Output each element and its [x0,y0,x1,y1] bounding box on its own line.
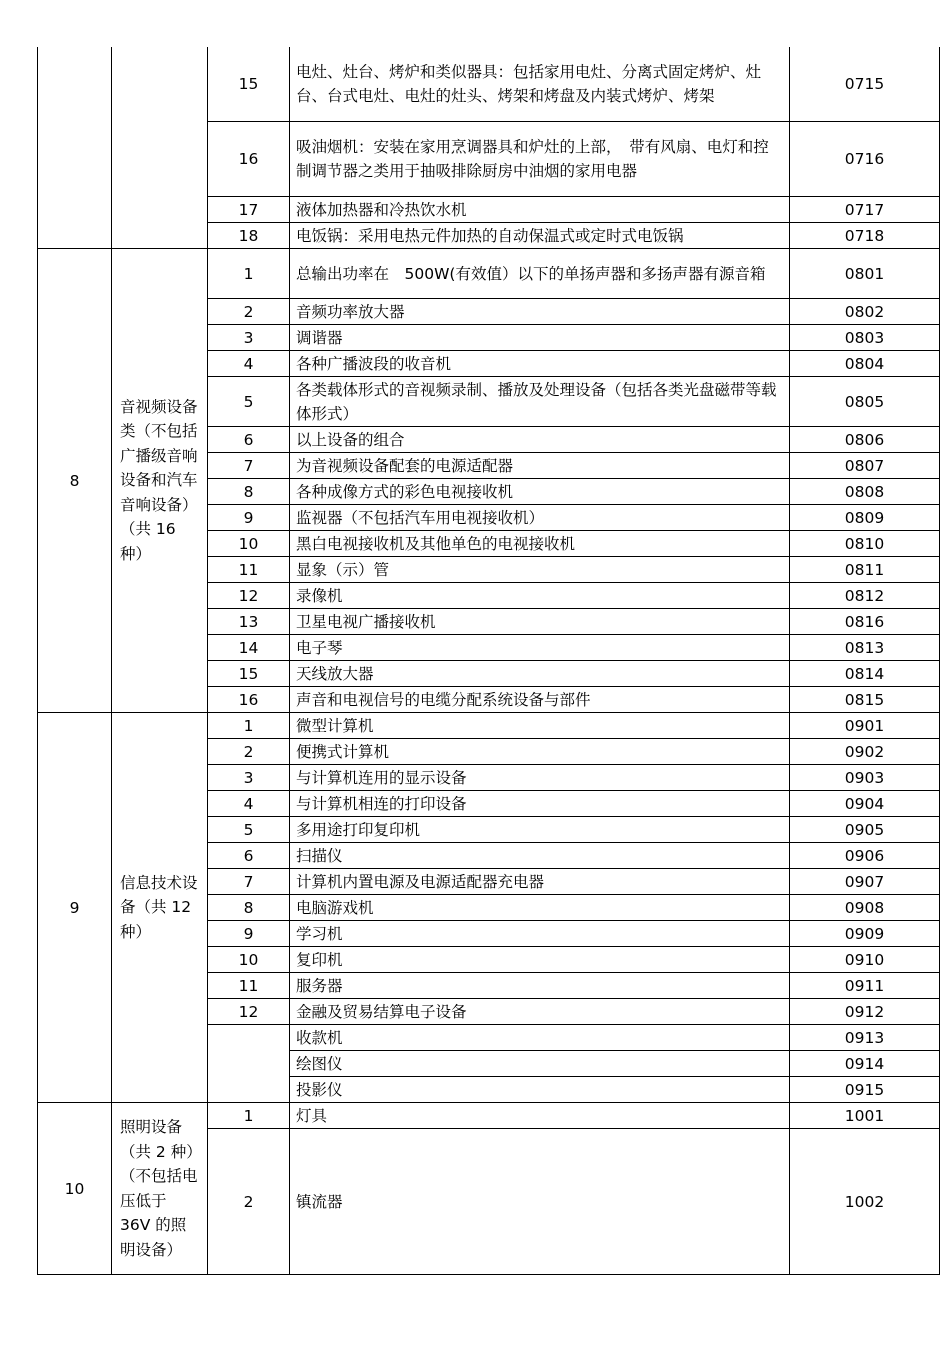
item-code: 0813 [790,635,940,661]
item-code: 0808 [790,479,940,505]
item-description: 电脑游戏机 [290,895,790,921]
item-number: 1 [208,249,290,299]
category-name-cell [112,47,208,249]
category-name: 信息技术设备（共 12 种） [112,713,208,1103]
item-description: 与计算机连用的显示设备 [290,765,790,791]
item-code: 0901 [790,713,940,739]
item-number: 4 [208,351,290,377]
item-description: 各种成像方式的彩色电视接收机 [290,479,790,505]
item-description: 声音和电视信号的电缆分配系统设备与部件 [290,687,790,713]
item-code: 0718 [790,223,940,249]
item-code: 0915 [790,1077,940,1103]
item-description: 镇流器 [290,1129,790,1275]
item-description: 天线放大器 [290,661,790,687]
item-number: 10 [208,947,290,973]
item-number: 16 [208,687,290,713]
category-name: 照明设备（共 2 种）（不包括电压低于 36V 的照明设备） [112,1103,208,1275]
item-description: 各种广播波段的收音机 [290,351,790,377]
item-code: 0913 [790,1025,940,1051]
item-code: 0801 [790,249,940,299]
item-code: 0905 [790,817,940,843]
item-code: 0806 [790,427,940,453]
item-number: 14 [208,635,290,661]
item-code: 0903 [790,765,940,791]
item-code: 0816 [790,609,940,635]
item-description: 显象（示）管 [290,557,790,583]
item-number: 7 [208,453,290,479]
item-description: 吸油烟机：安装在家用烹调器具和炉灶的上部， 带有风扇、电灯和控制调节器之类用于抽吸排除厨房中油烟的家用电器 [290,122,790,197]
item-number: 5 [208,377,290,427]
item-number: 17 [208,197,290,223]
item-description: 投影仪 [290,1077,790,1103]
item-code: 0715 [790,47,940,122]
item-number: 3 [208,325,290,351]
table-row [38,47,940,122]
item-code: 0815 [790,687,940,713]
item-code: 0802 [790,299,940,325]
item-description: 为音视频设备配套的电源适配器 [290,453,790,479]
category-name: 音视频设备类（不包括广播级音响设备和汽车音响设备）（共 16 种） [112,249,208,713]
item-description: 灯具 [290,1103,790,1129]
item-code: 0717 [790,197,940,223]
item-number: 11 [208,557,290,583]
item-code: 0716 [790,122,940,197]
item-description: 黑白电视接收机及其他单色的电视接收机 [290,531,790,557]
item-number: 2 [208,739,290,765]
item-description: 液体加热器和冷热饮水机 [290,197,790,223]
item-number: 8 [208,895,290,921]
item-description: 电灶、灶台、烤炉和类似器具：包括家用电灶、分离式固定烤炉、灶台、台式电灶、电灶的灶头、烤架和烤盘及内装式烤炉、烤架 [290,47,790,122]
item-code: 0803 [790,325,940,351]
item-description: 调谐器 [290,325,790,351]
item-description: 多用途打印复印机 [290,817,790,843]
product-catalog-table [37,47,940,1275]
item-description: 电子琴 [290,635,790,661]
item-number: 7 [208,869,290,895]
item-description: 服务器 [290,973,790,999]
item-code: 0812 [790,583,940,609]
item-code: 0904 [790,791,940,817]
item-number: 8 [208,479,290,505]
item-number: 15 [208,661,290,687]
table-row [38,713,940,739]
item-number: 2 [208,299,290,325]
item-code: 0914 [790,1051,940,1077]
item-number: 11 [208,973,290,999]
item-number: 12 [208,583,290,609]
item-description: 学习机 [290,921,790,947]
item-number: 9 [208,921,290,947]
category-number: 8 [38,249,112,713]
item-description: 复印机 [290,947,790,973]
item-number: 18 [208,223,290,249]
item-number: 6 [208,427,290,453]
item-code: 1002 [790,1129,940,1275]
item-description: 监视器（不包括汽车用电视接收机） [290,505,790,531]
item-description: 微型计算机 [290,713,790,739]
table-row [38,1103,940,1129]
item-code: 0906 [790,843,940,869]
item-code: 0805 [790,377,940,427]
item-number: 13 [208,609,290,635]
item-code: 0902 [790,739,940,765]
item-code: 0809 [790,505,940,531]
item-code: 0814 [790,661,940,687]
item-description: 收款机 [290,1025,790,1051]
item-code: 1001 [790,1103,940,1129]
item-number: 15 [208,47,290,122]
item-code: 0810 [790,531,940,557]
item-description: 绘图仪 [290,1051,790,1077]
table-row [38,249,940,299]
item-number: 2 [208,1129,290,1275]
item-number: 9 [208,505,290,531]
item-number: 3 [208,765,290,791]
item-description: 以上设备的组合 [290,427,790,453]
category-number: 10 [38,1103,112,1275]
item-number: 1 [208,713,290,739]
item-description: 扫描仪 [290,843,790,869]
item-description: 电饭锅：采用电热元件加热的自动保温式或定时式电饭锅 [290,223,790,249]
item-number: 6 [208,843,290,869]
item-number: 4 [208,791,290,817]
item-code: 0908 [790,895,940,921]
item-number: 10 [208,531,290,557]
item-number: 1 [208,1103,290,1129]
item-code: 0910 [790,947,940,973]
item-description: 音频功率放大器 [290,299,790,325]
item-number: 16 [208,122,290,197]
item-number: 12 [208,999,290,1025]
item-number: 5 [208,817,290,843]
item-description: 录像机 [290,583,790,609]
category-number-cell [38,47,112,249]
category-number: 9 [38,713,112,1103]
item-code: 0804 [790,351,940,377]
item-code: 0907 [790,869,940,895]
item-code: 0911 [790,973,940,999]
item-number-blank [208,1025,290,1103]
item-description: 与计算机相连的打印设备 [290,791,790,817]
item-code: 0811 [790,557,940,583]
item-description: 金融及贸易结算电子设备 [290,999,790,1025]
item-code: 0909 [790,921,940,947]
item-description: 卫星电视广播接收机 [290,609,790,635]
item-description: 计算机内置电源及电源适配器充电器 [290,869,790,895]
item-description: 便携式计算机 [290,739,790,765]
item-description: 各类载体形式的音视频录制、播放及处理设备（包括各类光盘磁带等载体形式） [290,377,790,427]
item-code: 0912 [790,999,940,1025]
item-description: 总输出功率在 500W(有效值）以下的单扬声器和多扬声器有源音箱 [290,249,790,299]
item-code: 0807 [790,453,940,479]
